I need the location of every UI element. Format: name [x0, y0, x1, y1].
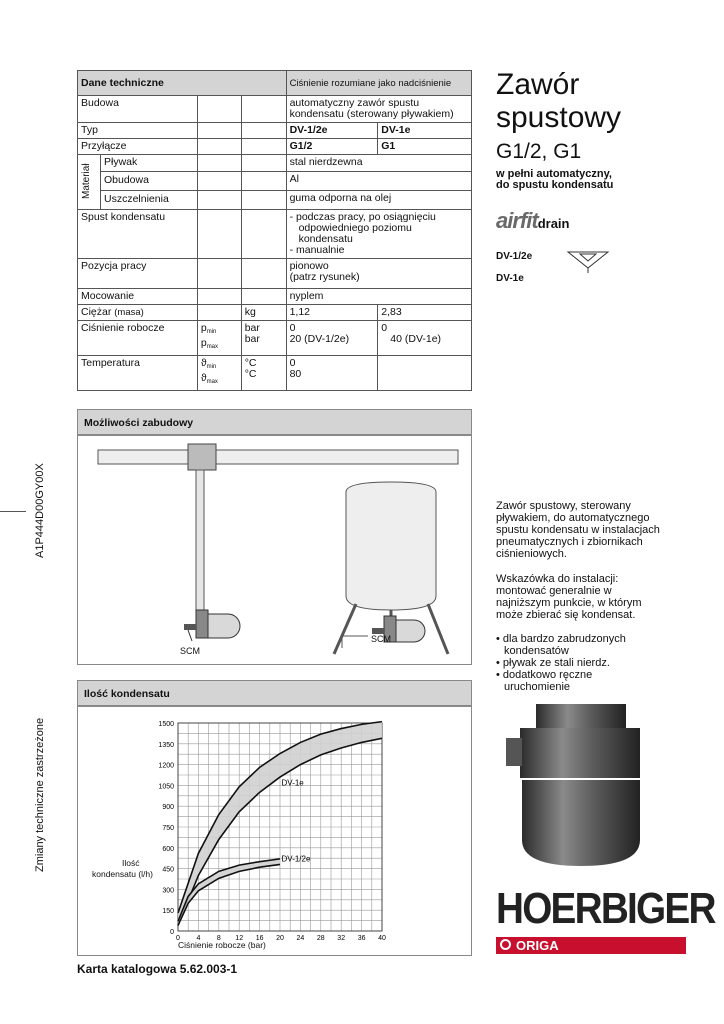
title-line-2: spustowy: [496, 101, 622, 134]
label-spust: Spust kondensatu: [78, 210, 198, 259]
document-code: A1P444D00GY00X: [34, 463, 46, 558]
unit-kg: kg: [241, 305, 286, 321]
row-mocowanie: [78, 289, 472, 305]
y-tick-label: 1350: [158, 741, 174, 749]
symbol-p: $p_{min}$ $p_{max}$: [197, 321, 241, 356]
size-range: G1/2, G1: [496, 140, 582, 163]
y-tick-label: 1200: [158, 762, 174, 770]
value-typ-b: DV-1e: [378, 123, 472, 139]
row-pozycja: [78, 259, 472, 289]
installation-illustration: [78, 436, 471, 664]
label-cisnienie: Ciśnienie robocze: [78, 321, 198, 356]
chart-xlabel: Ciśnienie robocze (bar): [178, 940, 266, 950]
rights-notice: Zmiany techniczne zastrzeżone: [34, 717, 46, 872]
label-obudowa: Obudowa: [101, 171, 197, 190]
airfit-logo: airfitdrain: [496, 208, 570, 233]
hoerbiger-logo: HOERBIGER: [496, 884, 715, 933]
label-mocowanie: Mocowanie: [78, 289, 198, 305]
series-label-dv-1e: DV-1e: [281, 778, 304, 788]
y-tick-label: 450: [162, 866, 174, 874]
value-typ-a: DV-1/2e: [286, 123, 378, 139]
scm-label-right: SCM: [371, 634, 391, 644]
mozliwosci-header: Możliwości zabudowy: [77, 409, 472, 435]
x-tick-label: 12: [235, 935, 244, 942]
value-mocowanie: nyplem: [286, 289, 471, 305]
value-ciezar-a: 1,12: [286, 305, 378, 321]
x-tick-label: 0: [176, 935, 180, 942]
unit-deg: °C °C: [241, 356, 286, 391]
title-line-1: Zawór: [496, 68, 580, 101]
x-tick-label: 20: [276, 935, 284, 942]
label-przylacze: Przyłącze: [78, 139, 198, 155]
row-przylacze: [78, 139, 472, 155]
unit-bar: bar bar: [241, 321, 286, 356]
x-tick-label: 32: [337, 935, 346, 942]
x-tick-label: 4: [196, 935, 201, 942]
chart-ylabel-1: Ilość: [122, 858, 140, 868]
origa-icon: [500, 939, 511, 950]
x-tick-label: 24: [296, 935, 305, 942]
row-budowa: [78, 96, 472, 123]
value-ciezar-b: 2,83: [378, 305, 472, 321]
label-pozycja: Pozycja pracy: [78, 259, 198, 289]
value-pozycja: pionowo (patrz rysunek): [286, 259, 471, 289]
spec-header: [78, 71, 472, 96]
label-material: Materiał: [81, 163, 92, 199]
value-spust: - podczas pracy, po osiągnięciu odpowiedniego poziomu kondensatu - manualnie: [286, 210, 471, 259]
y-tick-label: 150: [162, 908, 174, 916]
value-uszczelnienia: guma odporna na olej: [286, 190, 471, 210]
label-ciezar: Ciężar (masa): [78, 305, 198, 321]
scm-label-left: SCM: [180, 646, 200, 656]
label-typ: Typ: [78, 123, 198, 139]
x-tick-label: 40: [378, 935, 386, 942]
y-tick-label: 1500: [158, 721, 174, 728]
chart-ylabel-2: kondensatu (l/h): [92, 869, 153, 879]
value-cisnienie-b: 0 40 (DV-1e): [378, 321, 472, 356]
type-dv-half: DV-1/2e: [496, 251, 533, 262]
row-obudowa: [78, 171, 472, 190]
value-przylacze-a: G1/2: [286, 139, 378, 155]
spec-table: [77, 70, 472, 391]
tagline-2: do spustu kondensatu: [496, 179, 614, 191]
label-uszczelnienia: Uszczelnienia: [101, 190, 197, 209]
y-tick-label: 750: [162, 825, 174, 832]
value-plywak: stal nierdzewna: [286, 155, 471, 172]
value-obudowa: Al: [286, 171, 471, 190]
ilosc-header: Ilość kondensatu: [77, 680, 472, 706]
row-typ: [78, 123, 472, 139]
spec-header-note: Ciśnienie rozumiane jako nadciśnienie: [286, 71, 471, 96]
tagline-1: w pełni automatyczny,: [496, 168, 612, 180]
y-tick-label: 0: [170, 929, 174, 936]
value-temp: 0 80: [286, 356, 378, 391]
row-plywak: [78, 155, 472, 172]
side-rule: [0, 511, 26, 512]
row-cisnienie: [78, 321, 472, 356]
mozliwosci-panel: [77, 435, 472, 665]
y-tick-label: 1050: [158, 783, 174, 791]
x-tick-label: 8: [216, 935, 221, 942]
value-przylacze-b: G1: [378, 139, 472, 155]
drain-symbol: [564, 248, 612, 274]
value-budowa: automatyczny zawór spustu kondensatu (sterowany pływakiem): [286, 96, 471, 123]
series-label-dv-half: DV-1/2e: [281, 854, 311, 864]
y-tick-label: 600: [162, 845, 174, 853]
origa-bar: ORIGA: [496, 937, 686, 954]
row-uszczelnienia: [78, 190, 472, 210]
bullet-list: • dla bardzo zabrudzonych kondensatów • pływak ze stali nierdz. • dodatkowo ręczne uruchomienie: [496, 633, 626, 693]
label-budowa: Budowa: [78, 96, 198, 123]
product-photo: [506, 702, 656, 870]
row-temperatura: [78, 356, 472, 391]
description-2: Wskazówka do instalacji: montować generalnie w najniższym punkcie, w którym może zbierać się kondensat.: [496, 573, 642, 621]
x-tick-label: 36: [357, 935, 366, 942]
row-spust: [78, 210, 472, 259]
value-cisnienie-a: 0 20 (DV-1/2e): [286, 321, 378, 356]
condensate-chart: [78, 707, 471, 955]
ilosc-panel: [77, 706, 472, 956]
y-tick-label: 300: [162, 887, 174, 895]
row-ciezar: [78, 305, 472, 321]
label-temperatura: Temperatura: [78, 356, 198, 391]
description-1: Zawór spustowy, sterowany pływakiem, do automatycznego spustu kondensatu w instalacjach pneumatycznych i zbiornikach ciśnieniowych.: [496, 500, 660, 560]
x-tick-label: 16: [255, 935, 264, 942]
symbol-theta: $ϑ_{min}$ $ϑ_{max}$: [197, 356, 241, 391]
type-dv-1e: DV-1e: [496, 273, 524, 284]
spec-header-title: Dane techniczne: [78, 71, 287, 96]
label-plywak: Pływak: [104, 156, 138, 168]
y-tick-label: 900: [162, 804, 174, 812]
x-tick-label: 28: [316, 935, 325, 942]
footer-catalog: Karta katalogowa 5.62.003-1: [77, 962, 238, 976]
